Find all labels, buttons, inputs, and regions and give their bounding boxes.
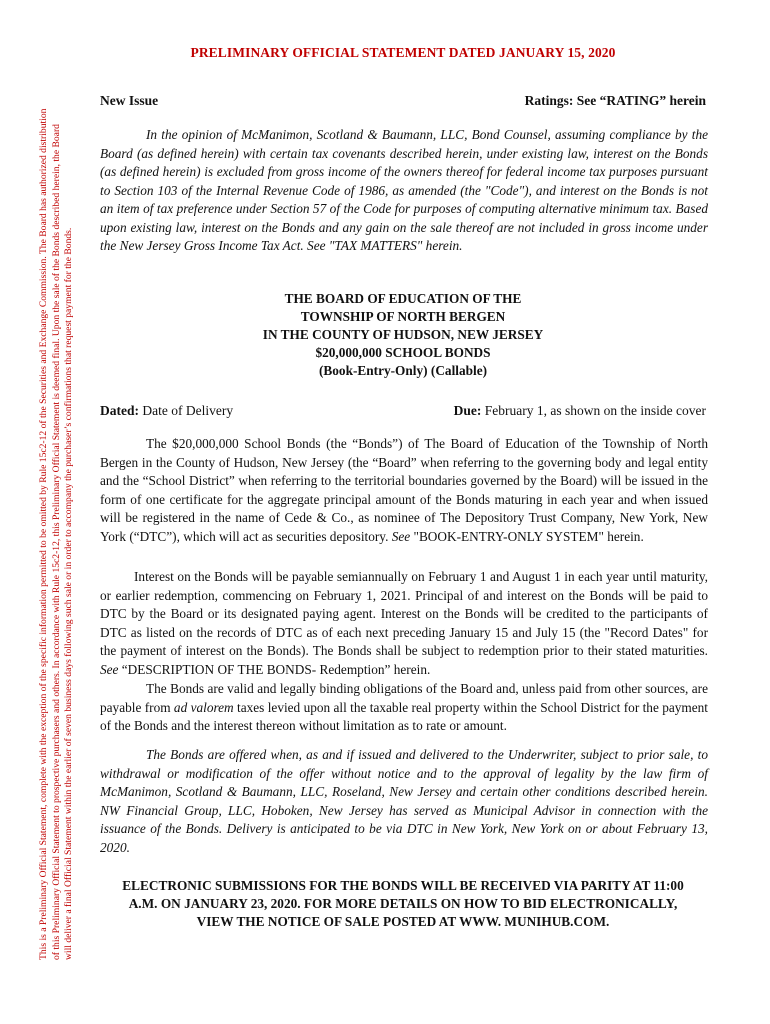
- issuer-line-2: TOWNSHIP OF NORTH BERGEN: [300, 309, 506, 324]
- due-label: Due:: [453, 403, 482, 418]
- interest-paragraph: [100, 568, 708, 679]
- tax-opinion: In the opinion of McManimon, Scotland & Baumann, LLC, Bond Counsel, assuming compliance by the Board (as defined herein) with certain tax covenants described herein, under existing law, interest on the Bonds (as defined herein) is excluded from gross income of the owners thereof for federal income tax purposes pursuant to Section 103 of the Internal Revenue Code of 1986, as amended (the "Code"), and interest on the Bonds is not an item of tax preference under Section 57 of the Code for purposes of computing alternative minimum tax. Based upon existing law, interest on the Bonds and any gain on the sale thereof are not included in gross income under the New Jersey Gross Income Tax Act. See "TAX MATTERS" herein.: [100, 127, 708, 253]
- notice-line-3: will deliver a final Official Statement within the earlier of seven business days following such sale or in order to accompany the purchaser’s confirmations that request payment for the Bonds.: [63, 227, 74, 960]
- notice-line-2: of this Preliminary Official Statement to prospective purchasers and others. In accordance with Rule 15c2-12, this Preliminary Official Statement is deemed final. Upon the sale of the Bonds described herein, the Board: [50, 124, 62, 960]
- issuer-line-5: (Book-Entry-Only) (Callable): [318, 363, 488, 378]
- electronic-line-2: A.M. ON JANUARY 23, 2020. FOR MORE DETAILS ON HOW TO BID ELECTRONICALLY,: [128, 896, 678, 911]
- issuer-line-1: THE BOARD OF EDUCATION OF THE: [284, 291, 522, 306]
- offering-paragraph: The Bonds are offered when, as and if issued and delivered to the Underwriter, subject to prior sale, to withdrawal or modification of the offer without notice and to the approval of legality by the law firm of McManimon, Scotland & Baumann, LLC, Roseland, New Jersey and certain other conditions described herein. NW Financial Group, LLC, Hoboken, New Jersey has served as Municipal Advisor in connection with the issuance of the Bonds. Delivery is anticipated to be via DTC in New York, New York on or about February 13, 2020.: [100, 747, 708, 855]
- issuer-line-3: IN THE COUNTY OF HUDSON, NEW JERSEY: [262, 327, 544, 342]
- bonds-description-paragraph: [100, 435, 708, 546]
- para2-text: Interest on the Bonds will be payable semiannually on February 1 and August 1 in each year until maturity, or earlier redemption, commencing on February 1, 2021. Principal of and interest on the Bonds will be paid to DTC by the Board or its designated paying agent. Interest on the Bonds will be credited to the participants of DTC as listed on the records of DTC as of each next preceding January 15 and July 15 (the "Record Dates" for the payment of interest on the Bonds). The Bonds shall be subject to redemption prior to their stated maturities.: [100, 569, 708, 658]
- para2-ref: “DESCRIPTION OF THE BONDS- Redemption” herein.: [118, 661, 431, 677]
- para3-italic: ad valorem: [173, 699, 234, 715]
- preliminary-notice: [38, 20, 76, 960]
- electronic-submissions-notice: [100, 877, 706, 931]
- issuer-block: [100, 290, 706, 380]
- new-issue-label: New Issue: [100, 93, 159, 108]
- ratings-label: Ratings: See “RATING” herein: [524, 93, 706, 108]
- para3-pre: The Bonds are valid and legally binding obligations of the Board and, unless paid from other sources, are payable from: [100, 681, 708, 715]
- para3-post: taxes levied upon all the taxable real property within the School District for the payment of the Bonds and the interest thereon without limitation as to rate or amount.: [100, 699, 709, 733]
- due-value: February 1, as shown on the inside cover: [481, 403, 706, 418]
- para1-see: See: [391, 528, 411, 544]
- issuer-line-4: $20,000,000 SCHOOL BONDS: [315, 345, 491, 360]
- due-field: [454, 403, 706, 419]
- electronic-line-1: ELECTRONIC SUBMISSIONS FOR THE BONDS WILL BE RECEIVED VIA PARITY AT 11:00: [122, 878, 684, 893]
- notice-line-1: This is a Preliminary Official Statement, complete with the exception of the specific information permitted to be omitted by Rule 15c2-12 of the Securities and Exchange Commission. The Board has authorized distribution: [38, 108, 49, 960]
- para1-ref: "BOOK-ENTRY-ONLY SYSTEM" herein.: [410, 528, 644, 544]
- security-paragraph: [100, 680, 708, 736]
- para2-see: See: [100, 661, 119, 677]
- dated-label: Dated:: [100, 403, 139, 418]
- document-title: PRELIMINARY OFFICIAL STATEMENT DATED JANUARY 15, 2020: [190, 45, 616, 60]
- dated-field: [100, 403, 233, 419]
- dated-value: Date of Delivery: [139, 403, 234, 418]
- para1-text: The $20,000,000 School Bonds (the “Bonds”) of The Board of Education of the Township of North Bergen in the County of Hudson, New Jersey (the “Board” when referring to the governing body and legal entity and the “School District” when referring to the territorial boundaries governed by the Board) will be issued in the form of one certificate for the aggregate principal amount of the Bonds maturing in each year and when issued will be registered in the name of Cede & Co., as nominee of The Depository Trust Company, New York, New York (“DTC”), which will act as securities depository.: [100, 436, 708, 544]
- electronic-line-3: VIEW THE NOTICE OF SALE POSTED AT WWW. MUNIHUB.COM.: [196, 914, 610, 929]
